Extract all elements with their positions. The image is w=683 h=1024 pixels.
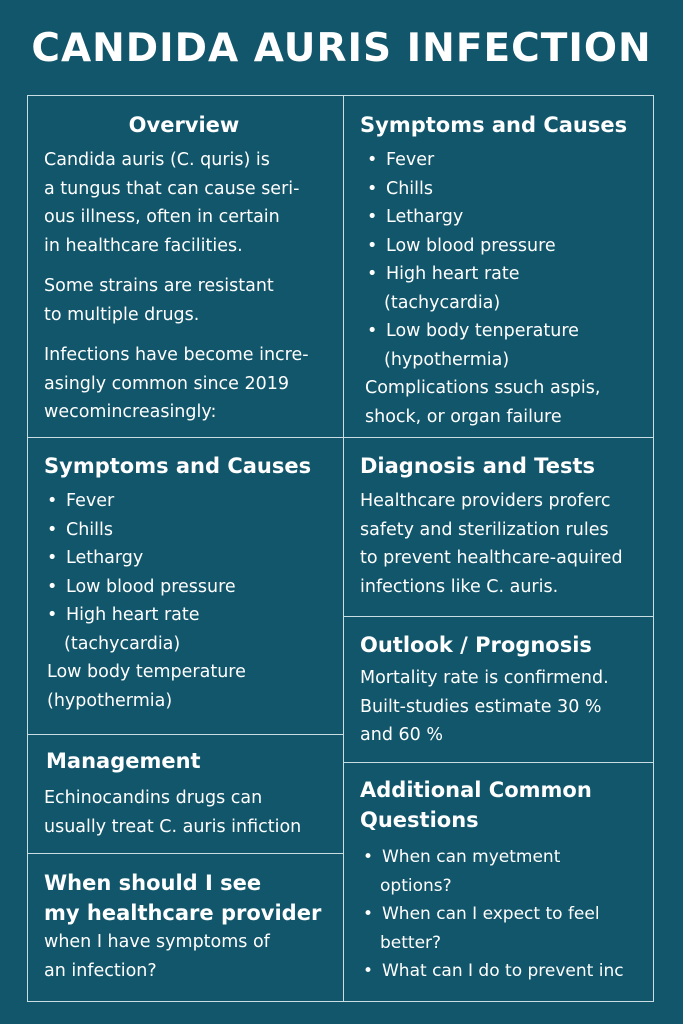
symptoms-causes-left-section [44, 451, 336, 715]
overview-text-line: a tungus that can cause seri- [44, 178, 300, 199]
list-item: • Fever [364, 146, 650, 175]
symptoms-left-list [44, 487, 336, 658]
list-item: • Chills [364, 175, 650, 204]
list-item: • Low body tenperature [364, 317, 650, 346]
list-item: • Lethargy [364, 203, 650, 232]
overview-text-line: to multiple drugs. [44, 304, 200, 325]
grid-divider-left-1 [27, 437, 343, 438]
list-item: • High heart rate [44, 601, 336, 630]
list-item-continuation: options? [380, 875, 452, 896]
overview-heading: Overview [128, 113, 240, 137]
list-item: • When can myetment [360, 843, 652, 872]
overview-text-line: asingly common since 2019 [44, 373, 290, 394]
overview-text-line: Candida auris (C. quris) is [44, 150, 270, 170]
management-heading: Management [46, 749, 201, 773]
outlook-text-line: Mortality rate is confirmend. [360, 668, 609, 688]
outlook-heading: Outlook / Prognosis [360, 633, 592, 657]
overview-text-line: Some strains are resistant [44, 276, 274, 296]
list-item: • Low blood pressure [364, 232, 650, 261]
grid-divider-right-2 [343, 616, 654, 617]
grid-divider-right-1 [343, 437, 654, 438]
list-item: • Lethargy [44, 544, 336, 573]
diagnosis-text-line: Healthcare providers proferc [360, 491, 611, 511]
diagnosis-text-line: infections like C. auris. [360, 576, 559, 597]
healthcare-provider-section [44, 868, 336, 985]
provider-text-line: when I have symptoms of [44, 932, 270, 952]
management-text-line: Echinocandins drugs can [44, 788, 263, 808]
symptoms-right-footer-line: Complications ssuch aspis, [365, 378, 601, 398]
list-item: • Chills [44, 516, 336, 545]
diagnosis-text-line: to prevent healthcare-aquired [360, 548, 623, 568]
symptoms-right-heading: Symptoms and Causes [360, 113, 628, 137]
grid-divider-left-2 [27, 734, 343, 735]
symptoms-left-heading: Symptoms and Causes [44, 454, 312, 478]
outlook-text-line: and 60 % [360, 725, 443, 745]
diagnosis-tests-section [360, 451, 650, 601]
list-item: • Low blood pressure [44, 573, 336, 602]
list-item-continuation: (tachycardia) [64, 633, 181, 654]
list-item: • Fever [44, 487, 336, 516]
additional-heading-line: Questions [360, 808, 479, 832]
list-item-continuation: (hypothermia) [384, 349, 510, 370]
symptoms-causes-right-section [360, 110, 650, 431]
overview-section [44, 110, 336, 427]
symptoms-right-list [360, 146, 650, 374]
management-text-line: usually treat C. auris infiction [44, 816, 302, 837]
outlook-text-line: Built-studies estimate 30 % [360, 696, 602, 717]
list-item-continuation: better? [380, 932, 442, 953]
additional-questions-section [360, 775, 652, 986]
list-item: • What can I do to prevent inc [360, 957, 652, 986]
symptoms-left-footer-line: Low body temperature [47, 662, 246, 682]
overview-text-line: in healthcare facilities. [44, 235, 243, 256]
list-item: • High heart rate [364, 260, 650, 289]
provider-heading-line: When should I see [44, 871, 262, 895]
additional-heading-line: Additional Common [360, 778, 592, 802]
grid-divider-right-3 [343, 762, 654, 763]
overview-text-line: Infections have become incre- [44, 345, 309, 365]
page-title: CANDIDA AURIS INFECTION [31, 26, 652, 71]
symptoms-left-footer-line: (hypothermia) [47, 690, 173, 711]
list-item: • When can I expect to feel [360, 900, 652, 929]
symptoms-right-footer-line: shock, or organ failure [365, 406, 562, 427]
list-item-continuation: (tachycardia) [384, 292, 501, 313]
provider-heading-line: my healthcare provider [44, 901, 322, 925]
grid-divider-vertical [343, 95, 344, 1002]
overview-text-line: wecomincreasingly: [44, 402, 217, 422]
overview-text-line: ous illness, often in certain [44, 207, 280, 227]
diagnosis-heading: Diagnosis and Tests [360, 454, 595, 478]
grid-divider-left-3 [27, 853, 343, 854]
diagnosis-text-line: safety and sterilization rules [360, 519, 609, 540]
additional-questions-list [360, 843, 652, 986]
management-section [44, 746, 336, 841]
outlook-prognosis-section [360, 630, 650, 750]
provider-text-line: an infection? [44, 960, 157, 981]
